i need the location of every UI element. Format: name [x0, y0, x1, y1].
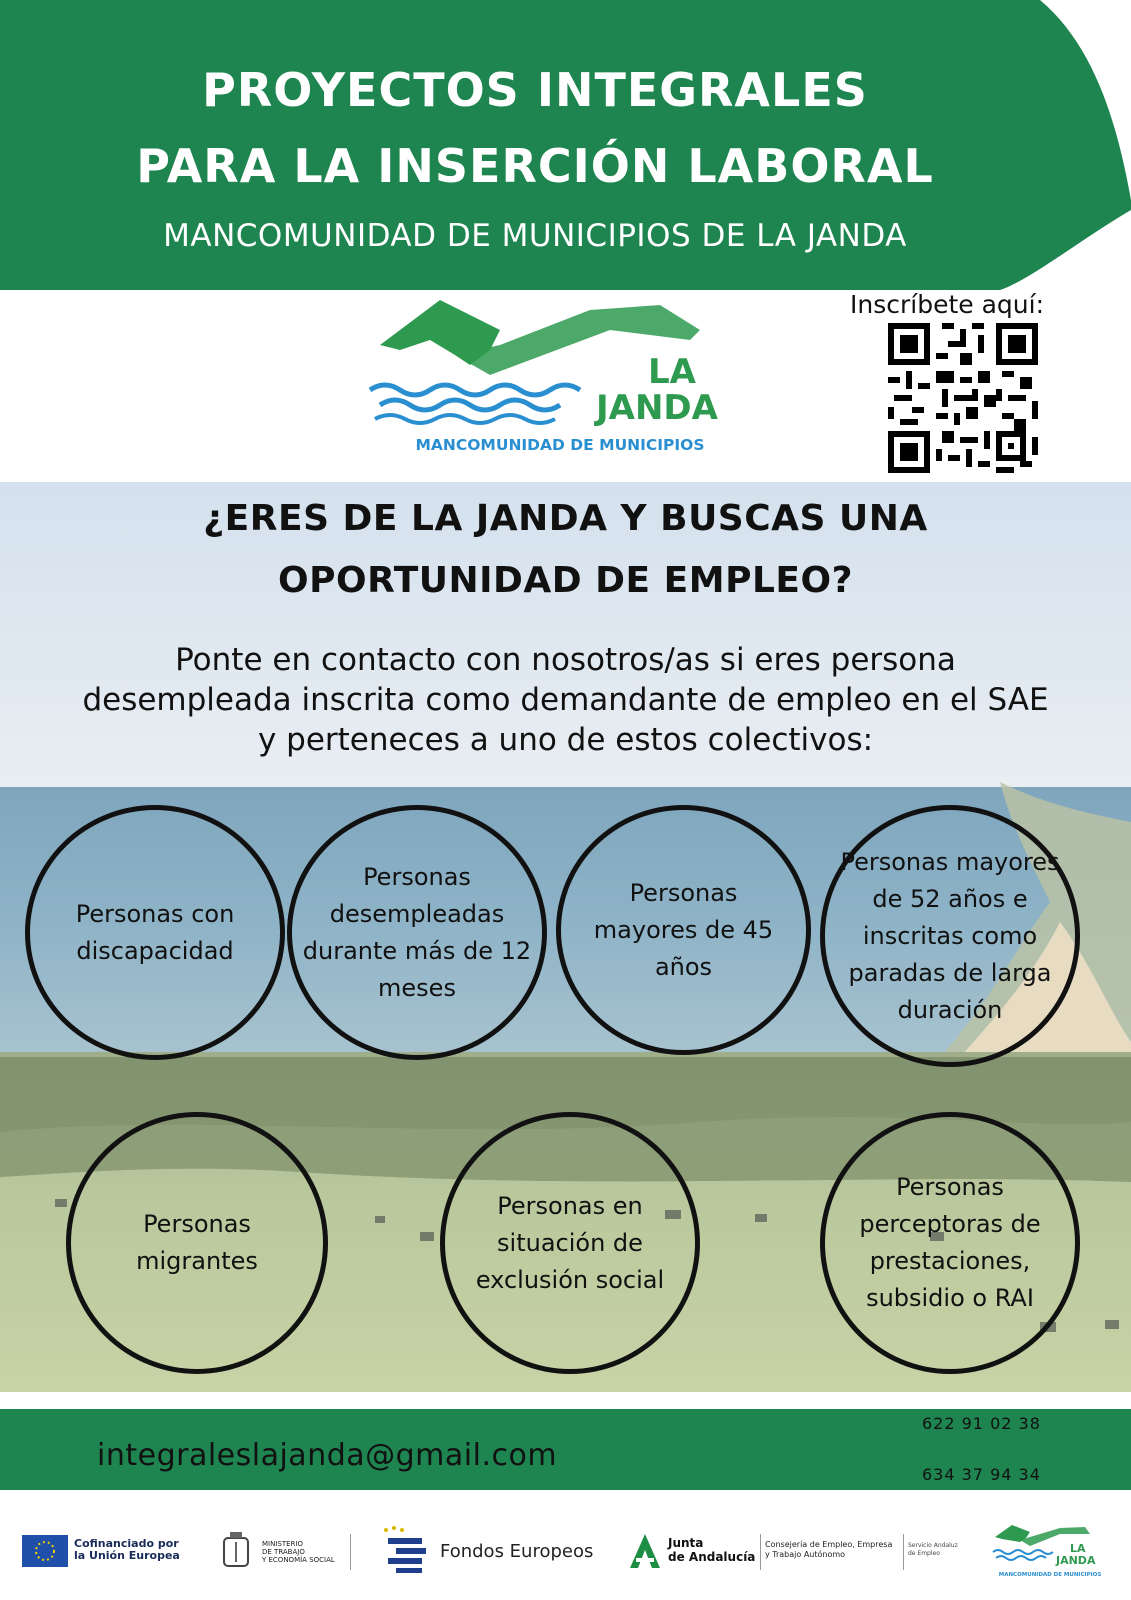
svg-text:JANDA: JANDA	[1056, 1554, 1096, 1567]
eu-label: Cofinanciado por la Unión Europea	[74, 1537, 180, 1562]
contact-email[interactable]: integraleslajanda@gmail.com	[97, 1438, 558, 1473]
la-janda-logo	[360, 295, 760, 465]
ministerio-label: MINISTERIO DE TRABAJO Y ECONOMÍA SOCIAL	[262, 1540, 335, 1564]
page-subtitle: MANCOMUNIDAD DE MUNICIPIOS DE LA JANDA	[163, 218, 907, 254]
eu-flag-icon	[22, 1535, 68, 1567]
svg-text:MANCOMUNIDAD DE MUNICIPIOS: MANCOMUNIDAD DE MUNICIPIOS	[998, 1572, 1102, 1578]
svg-text:LA: LA	[1070, 1542, 1086, 1555]
qr-label: Inscríbete aquí:	[850, 290, 1044, 319]
logo-tagline: MANCOMUNIDAD DE MUNICIPIOS	[415, 436, 705, 454]
divider	[903, 1534, 904, 1570]
group-circle-over-45	[556, 805, 811, 1055]
group-label: Personas migrantes	[136, 1210, 258, 1275]
sponsor-logos-bar	[0, 1490, 1131, 1600]
intro-text	[0, 640, 1131, 760]
group-circle-disability	[25, 805, 285, 1060]
group-circle-benefit-recipients	[820, 1112, 1080, 1374]
intro-line-2: desempleada inscrita como demandante de empleo en el SAE	[82, 682, 1049, 718]
group-label: Personas desempleadas durante más de 12 meses	[302, 862, 532, 1002]
fondos-europeos-label: Fondos Europeos	[440, 1541, 594, 1562]
group-label: Personas mayores de 52 años e inscritas como paradas de larga duración	[840, 847, 1060, 1024]
consejeria-label: Consejería de Empleo, Empresa y Trabajo Autónomo	[765, 1540, 893, 1559]
question-line-2: OPORTUNIDAD DE EMPLEO?	[278, 560, 853, 601]
coat-of-arms-icon	[218, 1530, 254, 1572]
group-circle-social-exclusion	[440, 1112, 700, 1374]
title-line-1: PROYECTOS INTEGRALES	[202, 63, 868, 117]
qr-code[interactable]	[888, 323, 1038, 473]
junta-label: Junta de Andalucía	[668, 1536, 756, 1564]
fondos-europeos-icon	[380, 1526, 430, 1574]
group-circle-long-term-unemployed	[287, 805, 547, 1060]
junta-andalucia-icon	[628, 1532, 662, 1570]
divider	[350, 1534, 351, 1570]
la-janda-logo-graphic	[360, 295, 760, 465]
contact-phone-1[interactable]: 622 91 02 38	[922, 1414, 1041, 1433]
group-label: Personas mayores de 45 años	[593, 878, 774, 981]
page-title	[0, 52, 1070, 204]
divider	[760, 1534, 761, 1570]
group-circle-migrants	[66, 1112, 328, 1374]
la-janda-small-logo	[990, 1522, 1110, 1582]
main-question	[0, 488, 1131, 612]
question-line-1: ¿ERES DE LA JANDA Y BUSCAS UNA	[203, 498, 928, 539]
intro-line-3: y perteneces a uno de estos colectivos:	[257, 722, 874, 758]
logo-text-la: LA	[648, 352, 696, 392]
sae-label: Servicio Andaluz de Empleo	[908, 1542, 958, 1557]
group-circle-over-52	[820, 805, 1080, 1067]
group-label: Personas con discapacidad	[75, 899, 235, 965]
group-label: Personas perceptoras de prestaciones, subsidio o RAI	[859, 1173, 1041, 1312]
group-label: Personas en situación de exclusión social	[475, 1191, 665, 1294]
header-banner	[0, 0, 1131, 290]
intro-line-1: Ponte en contacto con nosotros/as si eres persona	[175, 642, 956, 678]
title-line-2: PARA LA INSERCIÓN LABORAL	[136, 139, 934, 193]
contact-phone-2[interactable]: 634 37 94 34	[922, 1465, 1041, 1484]
logo-text-janda: JANDA	[596, 388, 718, 428]
